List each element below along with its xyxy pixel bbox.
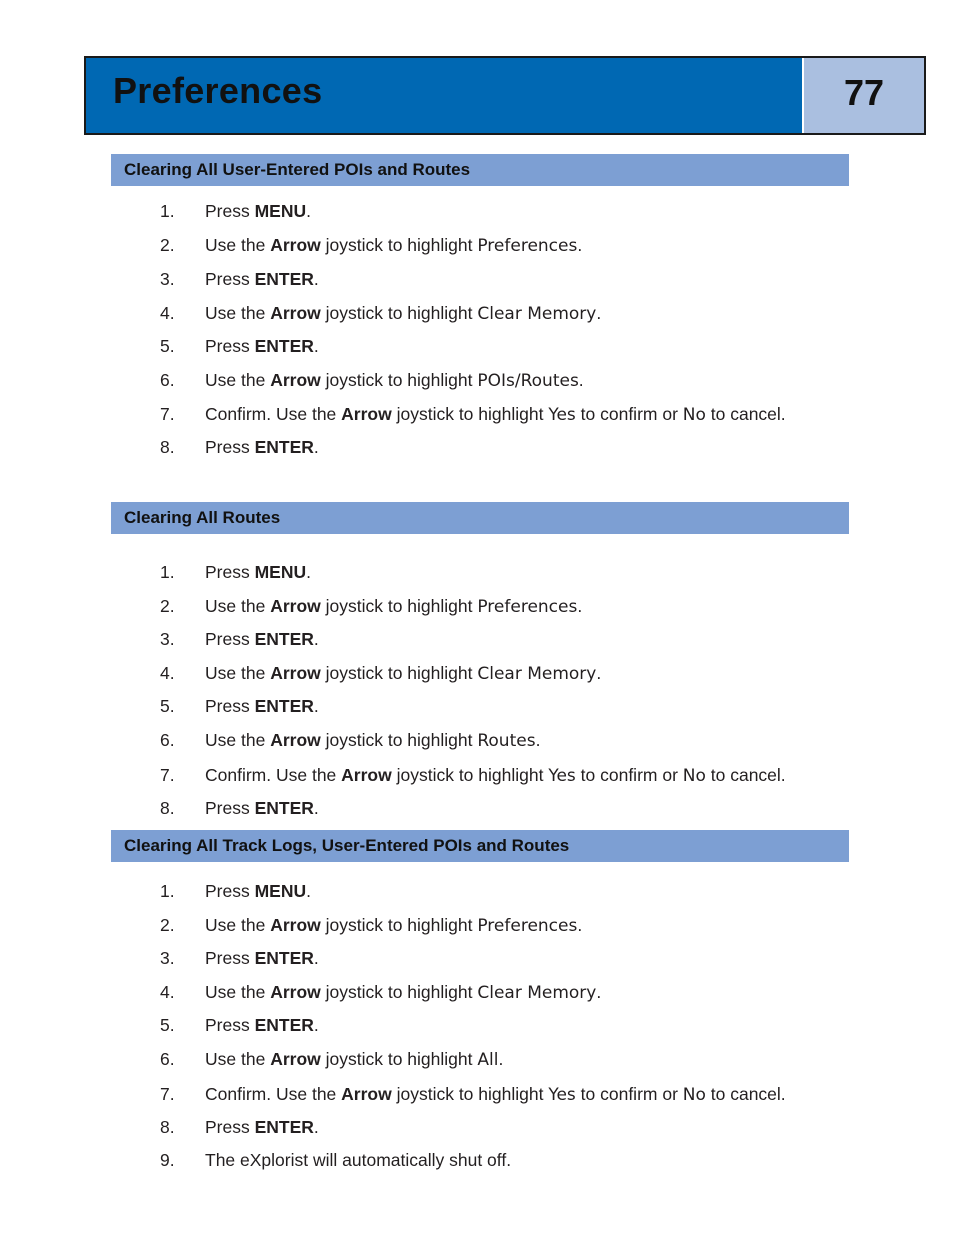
step-number: 8. <box>160 437 175 457</box>
screen-option-label: Preferences <box>477 597 578 617</box>
step-text <box>205 1014 319 1036</box>
step-text-segment: . <box>596 663 602 683</box>
key-label: Arrow <box>341 765 392 785</box>
step-text-segment: Press <box>205 881 255 901</box>
step-text-segment: . <box>306 562 312 582</box>
key-label: MENU <box>254 201 307 221</box>
step-text-segment: Press <box>205 629 255 649</box>
key-label: ENTER <box>254 1015 314 1035</box>
key-label: Arrow <box>270 235 321 255</box>
step-text-segment: . <box>313 269 319 289</box>
screen-option-label: Preferences <box>477 916 578 936</box>
step-text-segment: . <box>577 596 583 616</box>
key-label: Arrow <box>341 404 392 424</box>
step-text-segment: joystick to highlight <box>320 730 478 750</box>
step-text <box>205 234 582 257</box>
step-text-segment: Press <box>205 269 255 289</box>
key-label: Arrow <box>270 915 321 935</box>
step-text-segment: . <box>313 948 319 968</box>
screen-option-label: Clear Memory <box>477 983 597 1003</box>
step-number: 6. <box>160 1049 175 1069</box>
key-label: ENTER <box>254 629 314 649</box>
step-text-segment: Confirm. Use the <box>205 765 342 785</box>
step-number: 7. <box>160 1084 175 1104</box>
step-text-segment: to cancel. <box>705 1084 786 1104</box>
key-label: ENTER <box>254 1117 314 1137</box>
key-label: MENU <box>254 881 307 901</box>
screen-option-label: No <box>682 1085 706 1105</box>
step-text <box>205 268 319 290</box>
step-text-segment: joystick to highlight <box>391 1084 549 1104</box>
step-text <box>205 628 319 650</box>
step-text-segment: joystick to highlight <box>391 404 549 424</box>
step-text <box>205 947 319 969</box>
step-text-segment: . <box>313 629 319 649</box>
section-heading: Clearing All User-Entered POIs and Routes <box>111 154 849 186</box>
step-text-segment: . <box>596 303 602 323</box>
step-number: 2. <box>160 596 175 616</box>
step-number: 2. <box>160 235 175 255</box>
screen-option-label: Clear Memory <box>477 304 597 324</box>
screen-option-label: Preferences <box>477 236 578 256</box>
step-number: 7. <box>160 404 175 424</box>
step-text <box>205 695 319 717</box>
step-number: 3. <box>160 948 175 968</box>
step-number: 5. <box>160 336 175 356</box>
step-text-segment: Press <box>205 1015 255 1035</box>
key-label: Arrow <box>270 730 321 750</box>
step-text-segment: . <box>313 798 319 818</box>
step-text-segment: . <box>577 235 583 255</box>
screen-option-label: All <box>477 1050 499 1070</box>
step-text-segment: Use the <box>205 663 271 683</box>
step-text-segment: Press <box>205 1117 255 1137</box>
step-text <box>205 729 540 752</box>
page-title: Preferences <box>113 70 323 111</box>
step-text-segment: . <box>596 982 602 1002</box>
key-label: ENTER <box>254 336 314 356</box>
header-page-box <box>804 58 924 133</box>
screen-option-label: Routes <box>477 731 536 751</box>
step-text-segment: joystick to highlight <box>391 765 549 785</box>
step-text-segment: Press <box>205 798 255 818</box>
step-text-segment: joystick to highlight <box>320 915 478 935</box>
step-text-segment: Use the <box>205 596 271 616</box>
key-label: Arrow <box>270 596 321 616</box>
step-text-segment: to cancel. <box>705 404 786 424</box>
key-label: Arrow <box>270 982 321 1002</box>
step-number: 8. <box>160 798 175 818</box>
key-label: ENTER <box>254 948 314 968</box>
step-text-segment: Press <box>205 562 255 582</box>
step-number: 4. <box>160 303 175 323</box>
key-label: ENTER <box>254 269 314 289</box>
step-number: 6. <box>160 730 175 750</box>
step-text-segment: . <box>313 1117 319 1137</box>
step-text-segment: Use the <box>205 915 271 935</box>
step-text-segment: . <box>577 915 583 935</box>
step-number: 1. <box>160 562 175 582</box>
step-number: 6. <box>160 370 175 390</box>
key-label: ENTER <box>254 437 314 457</box>
key-label: Arrow <box>270 370 321 390</box>
step-text <box>205 1048 503 1071</box>
step-text-segment: Press <box>205 336 255 356</box>
step-text-segment: Confirm. Use the <box>205 1084 342 1104</box>
step-text-segment: joystick to highlight <box>320 596 478 616</box>
key-label: ENTER <box>254 798 314 818</box>
screen-option-label: No <box>682 766 706 786</box>
step-text <box>205 662 601 685</box>
screen-option-label: Yes <box>548 1085 576 1105</box>
step-text <box>205 764 786 787</box>
screen-option-label: POIs/Routes <box>477 371 579 391</box>
step-text-segment: to confirm or <box>575 404 683 424</box>
step-text <box>205 981 601 1004</box>
section-heading: Clearing All Track Logs, User-Entered POIs and Routes <box>111 830 849 862</box>
step-text <box>205 369 584 392</box>
step-text <box>205 436 319 458</box>
step-text-segment: Use the <box>205 1049 271 1069</box>
step-text-segment: Use the <box>205 982 271 1002</box>
step-number: 3. <box>160 629 175 649</box>
step-text <box>205 302 601 325</box>
page-number: 77 <box>843 72 885 113</box>
step-text <box>205 1149 511 1171</box>
key-label: Arrow <box>270 303 321 323</box>
step-text-segment: . <box>578 370 584 390</box>
screen-option-label: Yes <box>548 405 576 425</box>
step-text-segment: . <box>313 336 319 356</box>
step-number: 5. <box>160 1015 175 1035</box>
step-text-segment: . <box>313 696 319 716</box>
key-label: Arrow <box>270 1049 321 1069</box>
step-text <box>205 200 311 222</box>
step-text-segment: Press <box>205 201 255 221</box>
step-text <box>205 335 319 357</box>
step-text-segment: . <box>498 1049 504 1069</box>
step-text-segment: Press <box>205 948 255 968</box>
step-text-segment: . <box>306 881 312 901</box>
step-number: 2. <box>160 915 175 935</box>
step-text-segment: Use the <box>205 730 271 750</box>
step-text-segment: Press <box>205 696 255 716</box>
step-number: 1. <box>160 881 175 901</box>
step-text-segment: joystick to highlight <box>320 370 478 390</box>
step-text-segment: joystick to highlight <box>320 982 478 1002</box>
key-label: Arrow <box>270 663 321 683</box>
step-text-segment: . <box>313 437 319 457</box>
step-text-segment: . <box>306 201 312 221</box>
key-label: ENTER <box>254 696 314 716</box>
step-number: 4. <box>160 663 175 683</box>
step-text-segment: to confirm or <box>575 1084 683 1104</box>
screen-option-label: Clear Memory <box>477 664 597 684</box>
step-text <box>205 1116 319 1138</box>
step-text-segment: Use the <box>205 303 271 323</box>
step-number: 8. <box>160 1117 175 1137</box>
step-text <box>205 561 311 583</box>
step-text <box>205 914 582 937</box>
screen-option-label: Yes <box>548 766 576 786</box>
step-text-segment: Press <box>205 437 255 457</box>
step-text-segment: to cancel. <box>705 765 786 785</box>
step-text-segment: . <box>313 1015 319 1035</box>
step-text-segment: Confirm. Use the <box>205 404 342 424</box>
header-title-box <box>86 58 802 133</box>
step-text-segment: to confirm or <box>575 765 683 785</box>
step-text-segment: joystick to highlight <box>320 303 478 323</box>
step-number: 3. <box>160 269 175 289</box>
step-number: 7. <box>160 765 175 785</box>
step-text-segment: The eXplorist will automatically shut off. <box>205 1150 512 1170</box>
step-text-segment: joystick to highlight <box>320 1049 478 1069</box>
step-number: 1. <box>160 201 175 221</box>
screen-option-label: No <box>682 405 706 425</box>
step-text <box>205 595 582 618</box>
section-heading: Clearing All Routes <box>111 502 849 534</box>
step-text-segment: . <box>535 730 541 750</box>
step-text <box>205 797 319 819</box>
key-label: Arrow <box>341 1084 392 1104</box>
key-label: MENU <box>254 562 307 582</box>
step-text-segment: Use the <box>205 235 271 255</box>
step-number: 9. <box>160 1150 175 1170</box>
step-text-segment: joystick to highlight <box>320 663 478 683</box>
step-text <box>205 1083 786 1106</box>
page-header <box>84 56 926 135</box>
step-number: 5. <box>160 696 175 716</box>
step-number: 4. <box>160 982 175 1002</box>
step-text-segment: Use the <box>205 370 271 390</box>
step-text <box>205 880 311 902</box>
step-text <box>205 403 786 426</box>
step-text-segment: joystick to highlight <box>320 235 478 255</box>
